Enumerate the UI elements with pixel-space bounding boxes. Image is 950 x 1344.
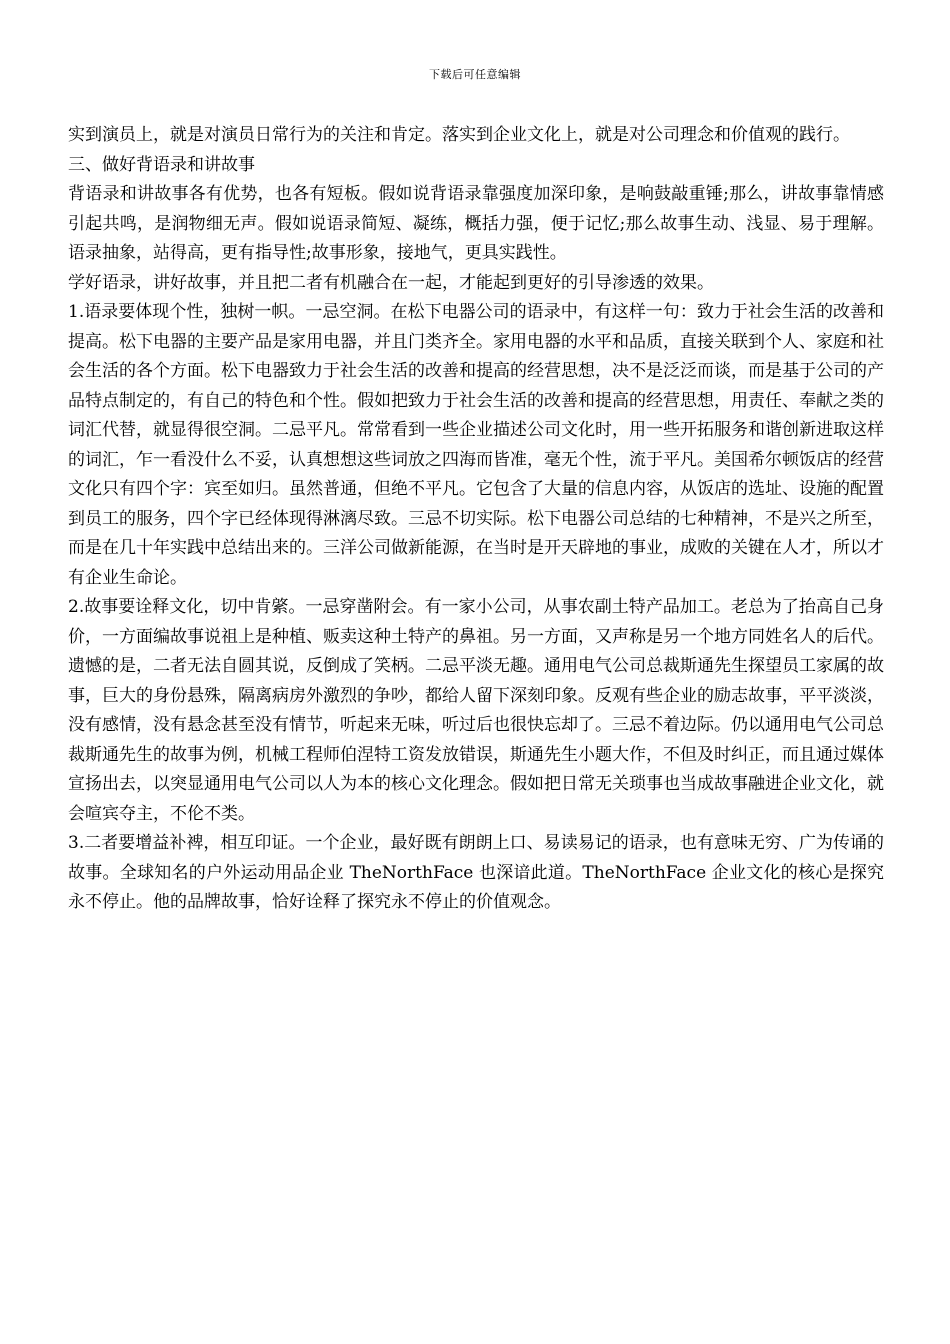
- paragraph-summary: 学好语录，讲好故事，并且把二者有机融合在一起，才能起到更好的引导渗透的效果。: [68, 272, 714, 293]
- paragraph-point-1: 1.语录要体现个性，独树一帜。一忌空洞。在松下电器公司的语录中，有这样一句：致力于社会生活的改善和提高。松下电器的主要产品是家用电器，并且门类齐全。家用电器的水平和品质，直接关联到个人、家庭和社会生活的各个方面。松下电器致力于社会生活的改善和提高的经营思想，决不是泛泛而谈，而是基于公司的产品特点制定的，有自己的特色和个性。假如把致力于社会生活的改善和提高的经营思想，用责任、奉献之类的词汇代替，就显得很空洞。二忌平凡。常常看到一些企业描述公司文化时，用一些开拓服务和谐创新进取这样的词汇，乍一看没什么不妥，认真想想这些词放之四海而皆准，毫无个性，流于平凡。美国希尔顿饭店的经营文化只有四个字：宾至如归。虽然普通，但绝不平凡。它包含了大量的信息内容，从饭店的选址、设施的配置到员工的服务，四个字已经体现得淋漓尽致。三忌不切实际。松下电器公司总结的七种精神，不是兴之所至，而是在几十年实践中总结出来的。三洋公司做新能源，在当时是开天辟地的事业，成败的关键在人才，所以才有企业生命论。: [68, 302, 884, 588]
- paragraph-point-2: 2.故事要诠释文化，切中肯綮。一忌穿凿附会。有一家小公司，从事农副土特产品加工。老总为了抬高自己身价，一方面编故事说祖上是种植、贩卖这种土特产的鼻祖。另一方面，又声称是另一个地方同姓名人的后代。遗憾的是，二者无法自圆其说，反倒成了笑柄。二忌平淡无趣。通用电气公司总裁斯通先生探望员工家属的故事，巨大的身份悬殊，隔离病房外激烈的争吵，都给人留下深刻印象。反观有些企业的励志故事，平平淡淡，没有感情，没有悬念甚至没有情节，听起来无味，听过后也很快忘却了。三忌不着边际。仍以通用电气公司总裁斯通先生的故事为例，机械工程师伯涅特工资发放错误，斯通先生小题大作，不但及时纠正，而且通过媒体宣扬出去，以突显通用电气公司以人为本的核心文化理念。假如把日常无关琐事也当成故事融进企业文化，就会喧宾夺主，不伦不类。: [68, 597, 884, 824]
- paragraph-point-3: 3.二者要增益补裨，相互印证。一个企业，最好既有朗朗上口、易读易记的语录，也有意味无穷、广为传诵的故事。全球知名的户外运动用品企业 TheNorthFace 也深谙此道。TheNorthFace 企业文化的核心是探究永不停止。他的品牌故事，恰好诠释了探究永不停止的价值观念。: [68, 833, 884, 912]
- section-heading: 三、做好背语录和讲故事: [68, 154, 255, 175]
- paragraph-continuation: 实到演员上，就是对演员日常行为的关注和肯定。落实到企业文化上，就是对公司理念和价值观的践行。: [68, 125, 850, 145]
- paragraph-intro: 背语录和讲故事各有优势，也各有短板。假如说背语录靠强度加深印象，是响鼓敲重锤;那么，讲故事靠情感引起共鸣，是润物细无声。假如说语录简短、凝练，概括力强，便于记忆;那么故事生动、浅显、易于理解。语录抽象，站得高，更有指导性;故事形象，接地气，更具实践性。: [68, 184, 884, 263]
- document-body: [68, 121, 884, 918]
- page-header: 下载后可任意编辑: [429, 68, 521, 81]
